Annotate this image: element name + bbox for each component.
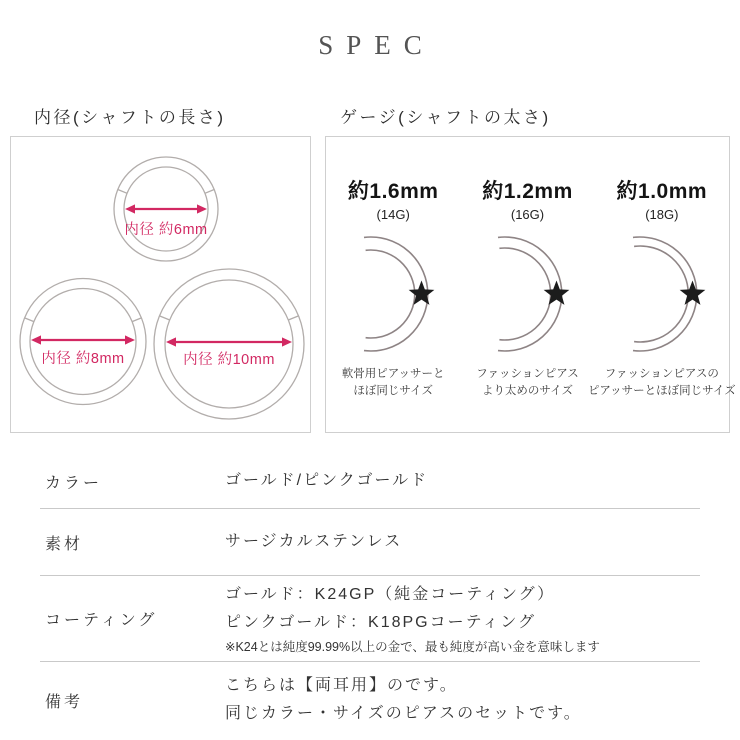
spec-row-value: サージカルステンレス (225, 533, 403, 550)
star-icon (409, 281, 435, 305)
spec-row-value: ゴールド/ピンクゴールド (225, 472, 429, 489)
gauge-description: ファッションピアス より太めのサイズ (476, 368, 579, 398)
spec-table (40, 455, 700, 740)
ring-size-label: 内径 約6mm (124, 222, 208, 238)
gauge-ring-diagram (481, 228, 573, 362)
gauge-number: (18G) (645, 207, 679, 223)
gauge-item-16g (460, 137, 594, 432)
gauge-ring-diagram (347, 228, 439, 362)
gauge-description: 軟骨用ピアッサーと ほぼ同じサイズ (341, 368, 445, 398)
spec-row-remarks (40, 662, 700, 740)
star-icon (544, 281, 570, 305)
gauge-number: (14G) (376, 207, 410, 223)
gauge-size: 約1.0mm (616, 180, 708, 203)
spec-row-label: 備考 (45, 693, 84, 711)
ring-size-label: 内径 約8mm (41, 351, 125, 367)
spec-row-value: ゴールド：K24GP（純金コーティング） ピンクゴールド：K18PGコーティング ※K24とは純度99.99%以上の金で、最も純度が高い金を意味します (225, 581, 700, 656)
spec-row-coating (40, 576, 700, 662)
spec-row-value: こちらは【両耳用】のです。 同じカラー・サイズのピアスのセットです。 (225, 677, 582, 723)
gauge-size: 約1.2mm (482, 180, 573, 203)
gauge-panel (325, 136, 736, 433)
spec-row-label: コーティング (45, 612, 158, 630)
star-icon (679, 281, 705, 305)
ring-size-label: 内径 約10mm (183, 352, 275, 368)
gauge-ring-diagram (616, 228, 708, 362)
spec-row-label: カラー (45, 474, 103, 492)
page-title: SPEC (318, 30, 435, 60)
inner-diameter-panel (10, 136, 311, 433)
gauge-size: 約1.6mm (347, 180, 439, 203)
spec-row-color (40, 455, 700, 509)
spec-row-material (40, 509, 700, 576)
gauge-heading: ゲージ(シャフトの太さ) (340, 108, 551, 127)
spec-row-label: 素材 (45, 535, 84, 553)
coating-note: ※K24とは純度99.99%以上の金で、最も純度が高い金を意味します (225, 640, 600, 654)
inner-diameter-heading: 内径(シャフトの長さ) (34, 108, 226, 127)
gauge-item-14g (326, 137, 460, 432)
gauge-number: (16G) (510, 207, 545, 223)
gauge-item-18g (587, 137, 736, 432)
gauge-description: ファッションピアスの ピアッサーとほぼ同じサイズ (587, 368, 736, 398)
ring-diagrams-graphic (11, 137, 310, 432)
